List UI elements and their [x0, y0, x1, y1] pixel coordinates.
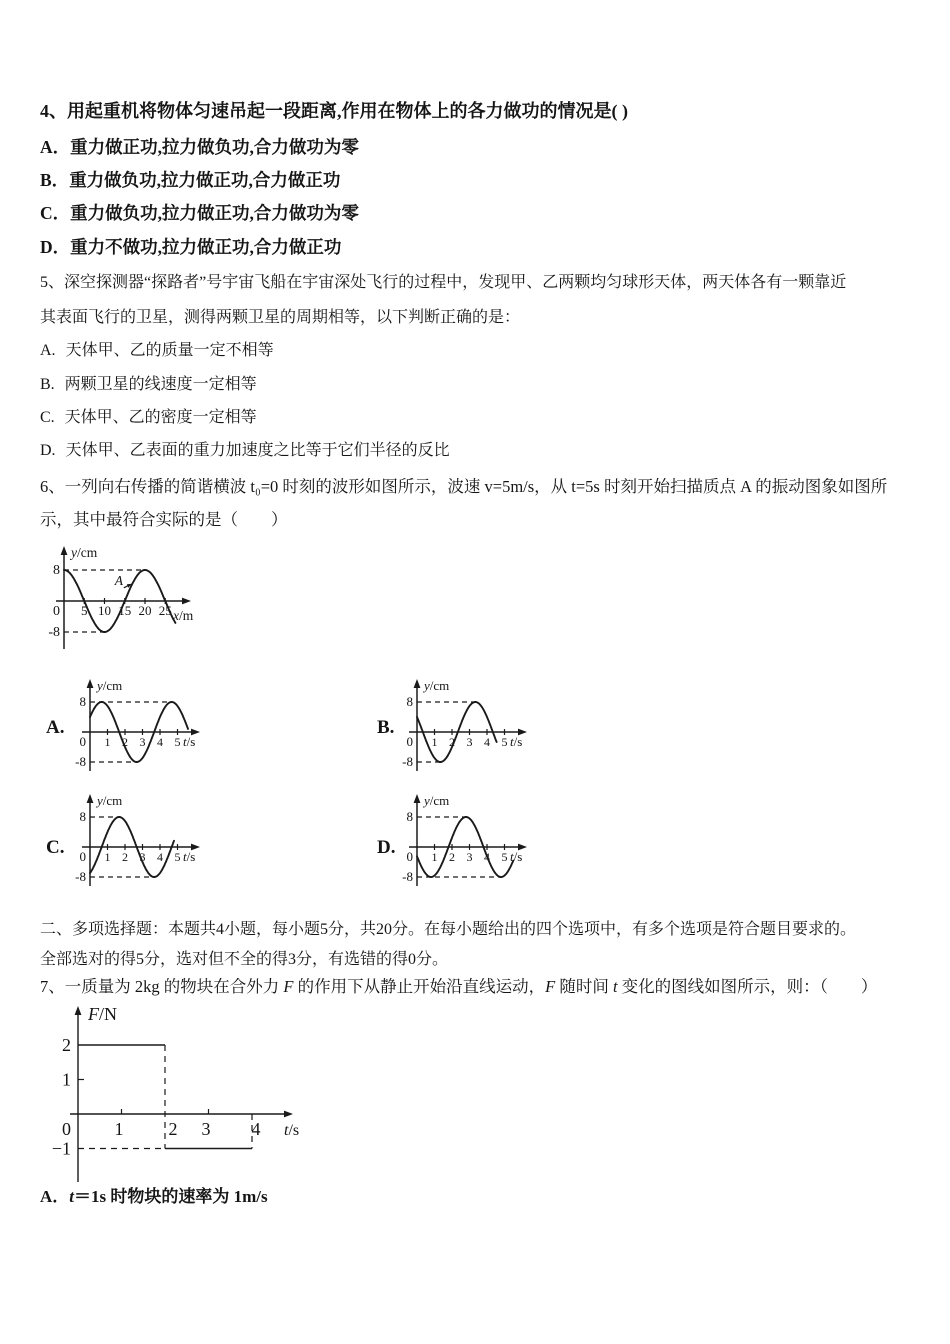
svg-text:t/s: t/s: [510, 734, 523, 749]
q5-option-d-text: 天体甲、乙表面的重力加速度之比等于它们半径的反比: [65, 442, 450, 459]
q4-option-c: [40, 203, 359, 225]
svg-text:3: 3: [139, 850, 146, 864]
q4-option-d: [40, 237, 341, 259]
svg-text:y/cm: y/cm: [424, 678, 450, 693]
svg-text:-8: -8: [48, 625, 60, 640]
svg-text:−1: −1: [51, 1138, 71, 1159]
svg-text:4: 4: [157, 850, 163, 864]
q5-stem-line2: 其表面飞行的卫星，测得两颗卫星的周期相等，以下判断正确的是：: [40, 309, 521, 326]
q6-figure-label-b: B.: [377, 717, 395, 738]
svg-text:0: 0: [62, 1119, 71, 1139]
svg-text:8: 8: [406, 694, 413, 709]
q4-option-a-text: 重力做正功,拉力做负功,合力做功为零: [70, 137, 359, 157]
q4-option-d-text: 重力不做功,拉力做正功,合力做正功: [70, 237, 342, 257]
svg-text:y/cm: y/cm: [97, 678, 123, 693]
text-segment: 变化的图线如图所示，则：（ ）: [617, 977, 878, 996]
text-segment: 随时间: [555, 977, 613, 996]
svg-text:4: 4: [484, 850, 490, 864]
q7-stem: [40, 977, 877, 998]
svg-text:y/cm: y/cm: [71, 545, 98, 560]
svg-text:2: 2: [62, 1035, 71, 1055]
q4-option-c-text: 重力做负功,拉力做正功,合力做功为零: [70, 203, 359, 223]
svg-text:0: 0: [406, 734, 413, 749]
svg-text:4: 4: [251, 1119, 261, 1139]
svg-text:20: 20: [138, 603, 152, 618]
text-segment: t: [612, 977, 618, 996]
svg-text:5: 5: [81, 603, 88, 618]
svg-text:t/s: t/s: [183, 849, 196, 864]
svg-text:2: 2: [122, 735, 128, 749]
text-segment: A．: [40, 1187, 70, 1206]
q4-option-a-label: A．: [40, 137, 71, 157]
q5-option-a-text: 天体甲、乙的质量一定不相等: [65, 342, 274, 359]
svg-text:5: 5: [174, 735, 181, 749]
svg-text:3: 3: [201, 1119, 211, 1139]
svg-text:0: 0: [53, 604, 60, 619]
text-segment: 的作用下从静止开始沿直线运动，: [293, 977, 546, 996]
svg-text:F/N: F/N: [88, 1004, 117, 1024]
svg-text:8: 8: [53, 563, 60, 578]
q4-option-c-label: C．: [40, 203, 71, 223]
svg-text:1: 1: [431, 850, 438, 864]
q5-option-a: [40, 341, 274, 361]
svg-text:5: 5: [501, 850, 508, 864]
option-c-figure: [70, 791, 235, 896]
svg-text:4: 4: [484, 735, 490, 749]
svg-text:25: 25: [158, 603, 172, 618]
svg-text:-8: -8: [75, 869, 86, 884]
svg-text:0: 0: [406, 849, 413, 864]
q4-option-b-text: 重力做负功,拉力做正功,合力做正功: [69, 170, 341, 190]
svg-text:3: 3: [466, 735, 473, 749]
svg-text:1: 1: [431, 735, 438, 749]
svg-text:8: 8: [79, 809, 86, 824]
svg-text:t/s: t/s: [183, 734, 196, 749]
svg-text:15: 15: [118, 603, 132, 618]
svg-text:1: 1: [104, 735, 111, 749]
svg-text:y/cm: y/cm: [424, 793, 450, 808]
svg-text:2: 2: [449, 735, 455, 749]
q6-figure-label-a: A.: [46, 717, 65, 738]
text-segment: t: [69, 1187, 75, 1206]
q4-option-d-label: D．: [40, 237, 71, 257]
q6-figure-label-c: C.: [46, 837, 65, 858]
q4-option-b-label: B．: [40, 170, 70, 190]
svg-text:2: 2: [122, 850, 128, 864]
text-segment: F: [545, 977, 556, 996]
svg-text:t/s: t/s: [510, 849, 523, 864]
q4-stem: 4、用起重机将物体匀速吊起一段距离,作用在物体上的各力做功的情况是( ): [40, 101, 628, 121]
q5-option-b: [40, 375, 257, 395]
text-segment: 7、一质量为 2kg 的物块在合外力: [40, 977, 284, 996]
svg-text:8: 8: [406, 809, 413, 824]
svg-text:5: 5: [501, 735, 508, 749]
svg-text:1: 1: [104, 850, 111, 864]
q5-option-b-label: B.: [40, 376, 55, 393]
svg-text:5: 5: [174, 850, 181, 864]
text-segment: F: [283, 977, 294, 996]
q6-stem-line1: 6、一列向右传播的简谐横波 t₀=0 时刻的波形如图所示，波速 v=5m/s，从 t=5s 时刻开始扫描质点 A 的振动图象如图所: [40, 477, 888, 496]
svg-text:0: 0: [79, 849, 86, 864]
svg-text:1: 1: [114, 1119, 124, 1139]
q5-option-c: [40, 408, 257, 428]
q5-option-a-label: A.: [40, 342, 56, 359]
q5-option-c-text: 天体甲、乙的密度一定相等: [64, 409, 257, 426]
svg-text:A: A: [114, 572, 123, 588]
svg-text:3: 3: [466, 850, 473, 864]
q7-option-a: [40, 1186, 268, 1207]
svg-text:8: 8: [79, 694, 86, 709]
svg-text:t/s: t/s: [284, 1122, 300, 1139]
section2-header-line2: 全部选对的得5分，选对但不全的得3分，有选错的得0分。: [40, 951, 449, 968]
svg-text:1: 1: [62, 1069, 71, 1090]
q4-option-b: [40, 170, 340, 192]
svg-text:x/m: x/m: [173, 608, 194, 623]
svg-text:-8: -8: [75, 754, 86, 769]
svg-text:4: 4: [157, 735, 163, 749]
svg-text:2: 2: [168, 1119, 178, 1139]
q6-figure-label-d: D.: [377, 837, 396, 858]
svg-text:2: 2: [449, 850, 455, 864]
svg-text:-8: -8: [402, 869, 413, 884]
option-d-figure: [397, 791, 562, 896]
force-time-figure: [40, 1002, 340, 1187]
q4-option-a: [40, 137, 359, 159]
q5-stem-line1: 5、深空探测器“探路者”号宇宙飞船在宇宙深处飞行的过程中，发现甲、乙两颗均匀球形天体，两天体各有一颗靠近: [40, 274, 847, 291]
option-a-figure: [70, 676, 235, 781]
svg-text:y/cm: y/cm: [97, 793, 123, 808]
text-segment: ＝1s 时物块的速率为 1m/s: [74, 1187, 268, 1206]
q5-option-d: [40, 441, 450, 461]
q5-option-c-label: C.: [40, 409, 55, 426]
svg-text:10: 10: [98, 603, 111, 618]
svg-text:3: 3: [139, 735, 146, 749]
svg-text:0: 0: [79, 734, 86, 749]
svg-text:-8: -8: [402, 754, 413, 769]
q5-option-d-label: D.: [40, 442, 56, 459]
q5-option-b-text: 两颗卫星的线速度一定相等: [64, 376, 257, 393]
wave-snapshot-figure: [45, 543, 275, 655]
q6-stem-line2: 示，其中最符合实际的是（ ）: [40, 510, 288, 529]
section2-header-line1: 二、多项选择题：本题共4小题，每小题5分，共20分。在每小题给出的四个选项中，有多个选项是符合题目要求的。: [40, 921, 857, 938]
option-b-figure: [397, 676, 562, 781]
